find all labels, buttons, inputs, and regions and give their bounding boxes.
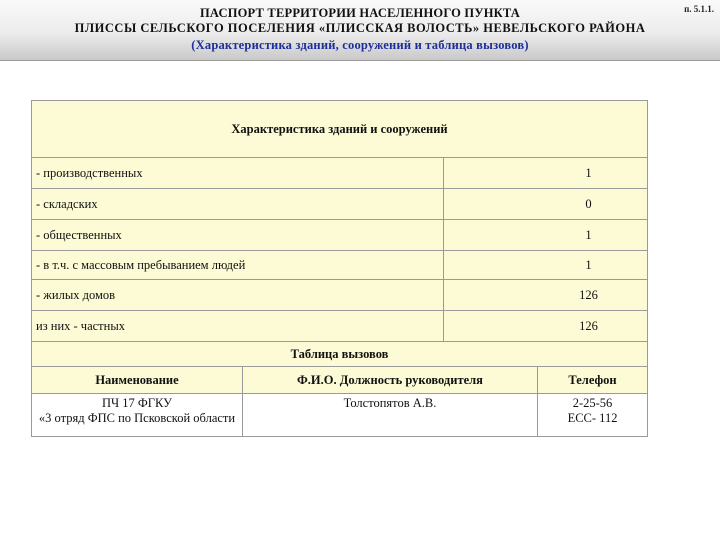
row-label: - складских bbox=[32, 189, 444, 220]
row-value: 1 bbox=[444, 158, 648, 189]
table-row bbox=[32, 251, 648, 280]
phone-cell bbox=[538, 394, 648, 437]
unit-name-cell bbox=[32, 394, 243, 437]
slide-header bbox=[0, 0, 720, 61]
table-row bbox=[32, 158, 648, 189]
calls-section-title: Таблица вызовов bbox=[32, 342, 648, 367]
row-value: 1 bbox=[444, 220, 648, 251]
row-label: - общественных bbox=[32, 220, 444, 251]
unit-head-cell: Толстопятов А.В. bbox=[243, 394, 538, 437]
row-label: - производственных bbox=[32, 158, 444, 189]
header-subtitle: (Характеристика зданий, сооружений и таблица вызовов) bbox=[191, 38, 529, 52]
row-label: - жилых домов bbox=[32, 280, 444, 311]
table-row bbox=[32, 394, 648, 437]
row-value: 126 bbox=[444, 280, 648, 311]
header-title-line-1: ПАСПОРТ ТЕРРИТОРИИ НАСЕЛЕННОГО ПУНКТА bbox=[199, 6, 521, 20]
unit-name-line-1: ПЧ 17 ФГКУ bbox=[102, 396, 172, 410]
row-label: - в т.ч. с массовым пребыванием людей bbox=[32, 251, 444, 280]
passport-table bbox=[31, 100, 648, 437]
row-label: из них - частных bbox=[32, 311, 444, 342]
table-row bbox=[32, 220, 648, 251]
table-row bbox=[32, 311, 648, 342]
column-header-name: Наименование bbox=[32, 367, 243, 394]
row-value: 0 bbox=[444, 189, 648, 220]
page-reference: п. 5.1.1. bbox=[684, 4, 714, 14]
row-value: 1 bbox=[444, 251, 648, 280]
calls-header-row bbox=[32, 367, 648, 394]
buildings-section-title: Характеристика зданий и сооружений bbox=[32, 101, 648, 158]
table-row bbox=[32, 280, 648, 311]
row-value: 126 bbox=[444, 311, 648, 342]
phone-line-1: 2-25-56 bbox=[572, 396, 613, 410]
column-header-head: Ф.И.О. Должность руководителя bbox=[243, 367, 538, 394]
phone-line-2: ЕСС- 112 bbox=[567, 411, 618, 425]
table-row bbox=[32, 189, 648, 220]
column-header-phone: Телефон bbox=[538, 367, 648, 394]
unit-name-line-2: «3 отряд ФПС по Псковской области bbox=[38, 411, 236, 425]
header-title-line-2: ПЛИССЫ СЕЛЬСКОГО ПОСЕЛЕНИЯ «ПЛИССКАЯ ВОЛОСТЬ» НЕВЕЛЬСКОГО РАЙОНА bbox=[74, 21, 646, 35]
